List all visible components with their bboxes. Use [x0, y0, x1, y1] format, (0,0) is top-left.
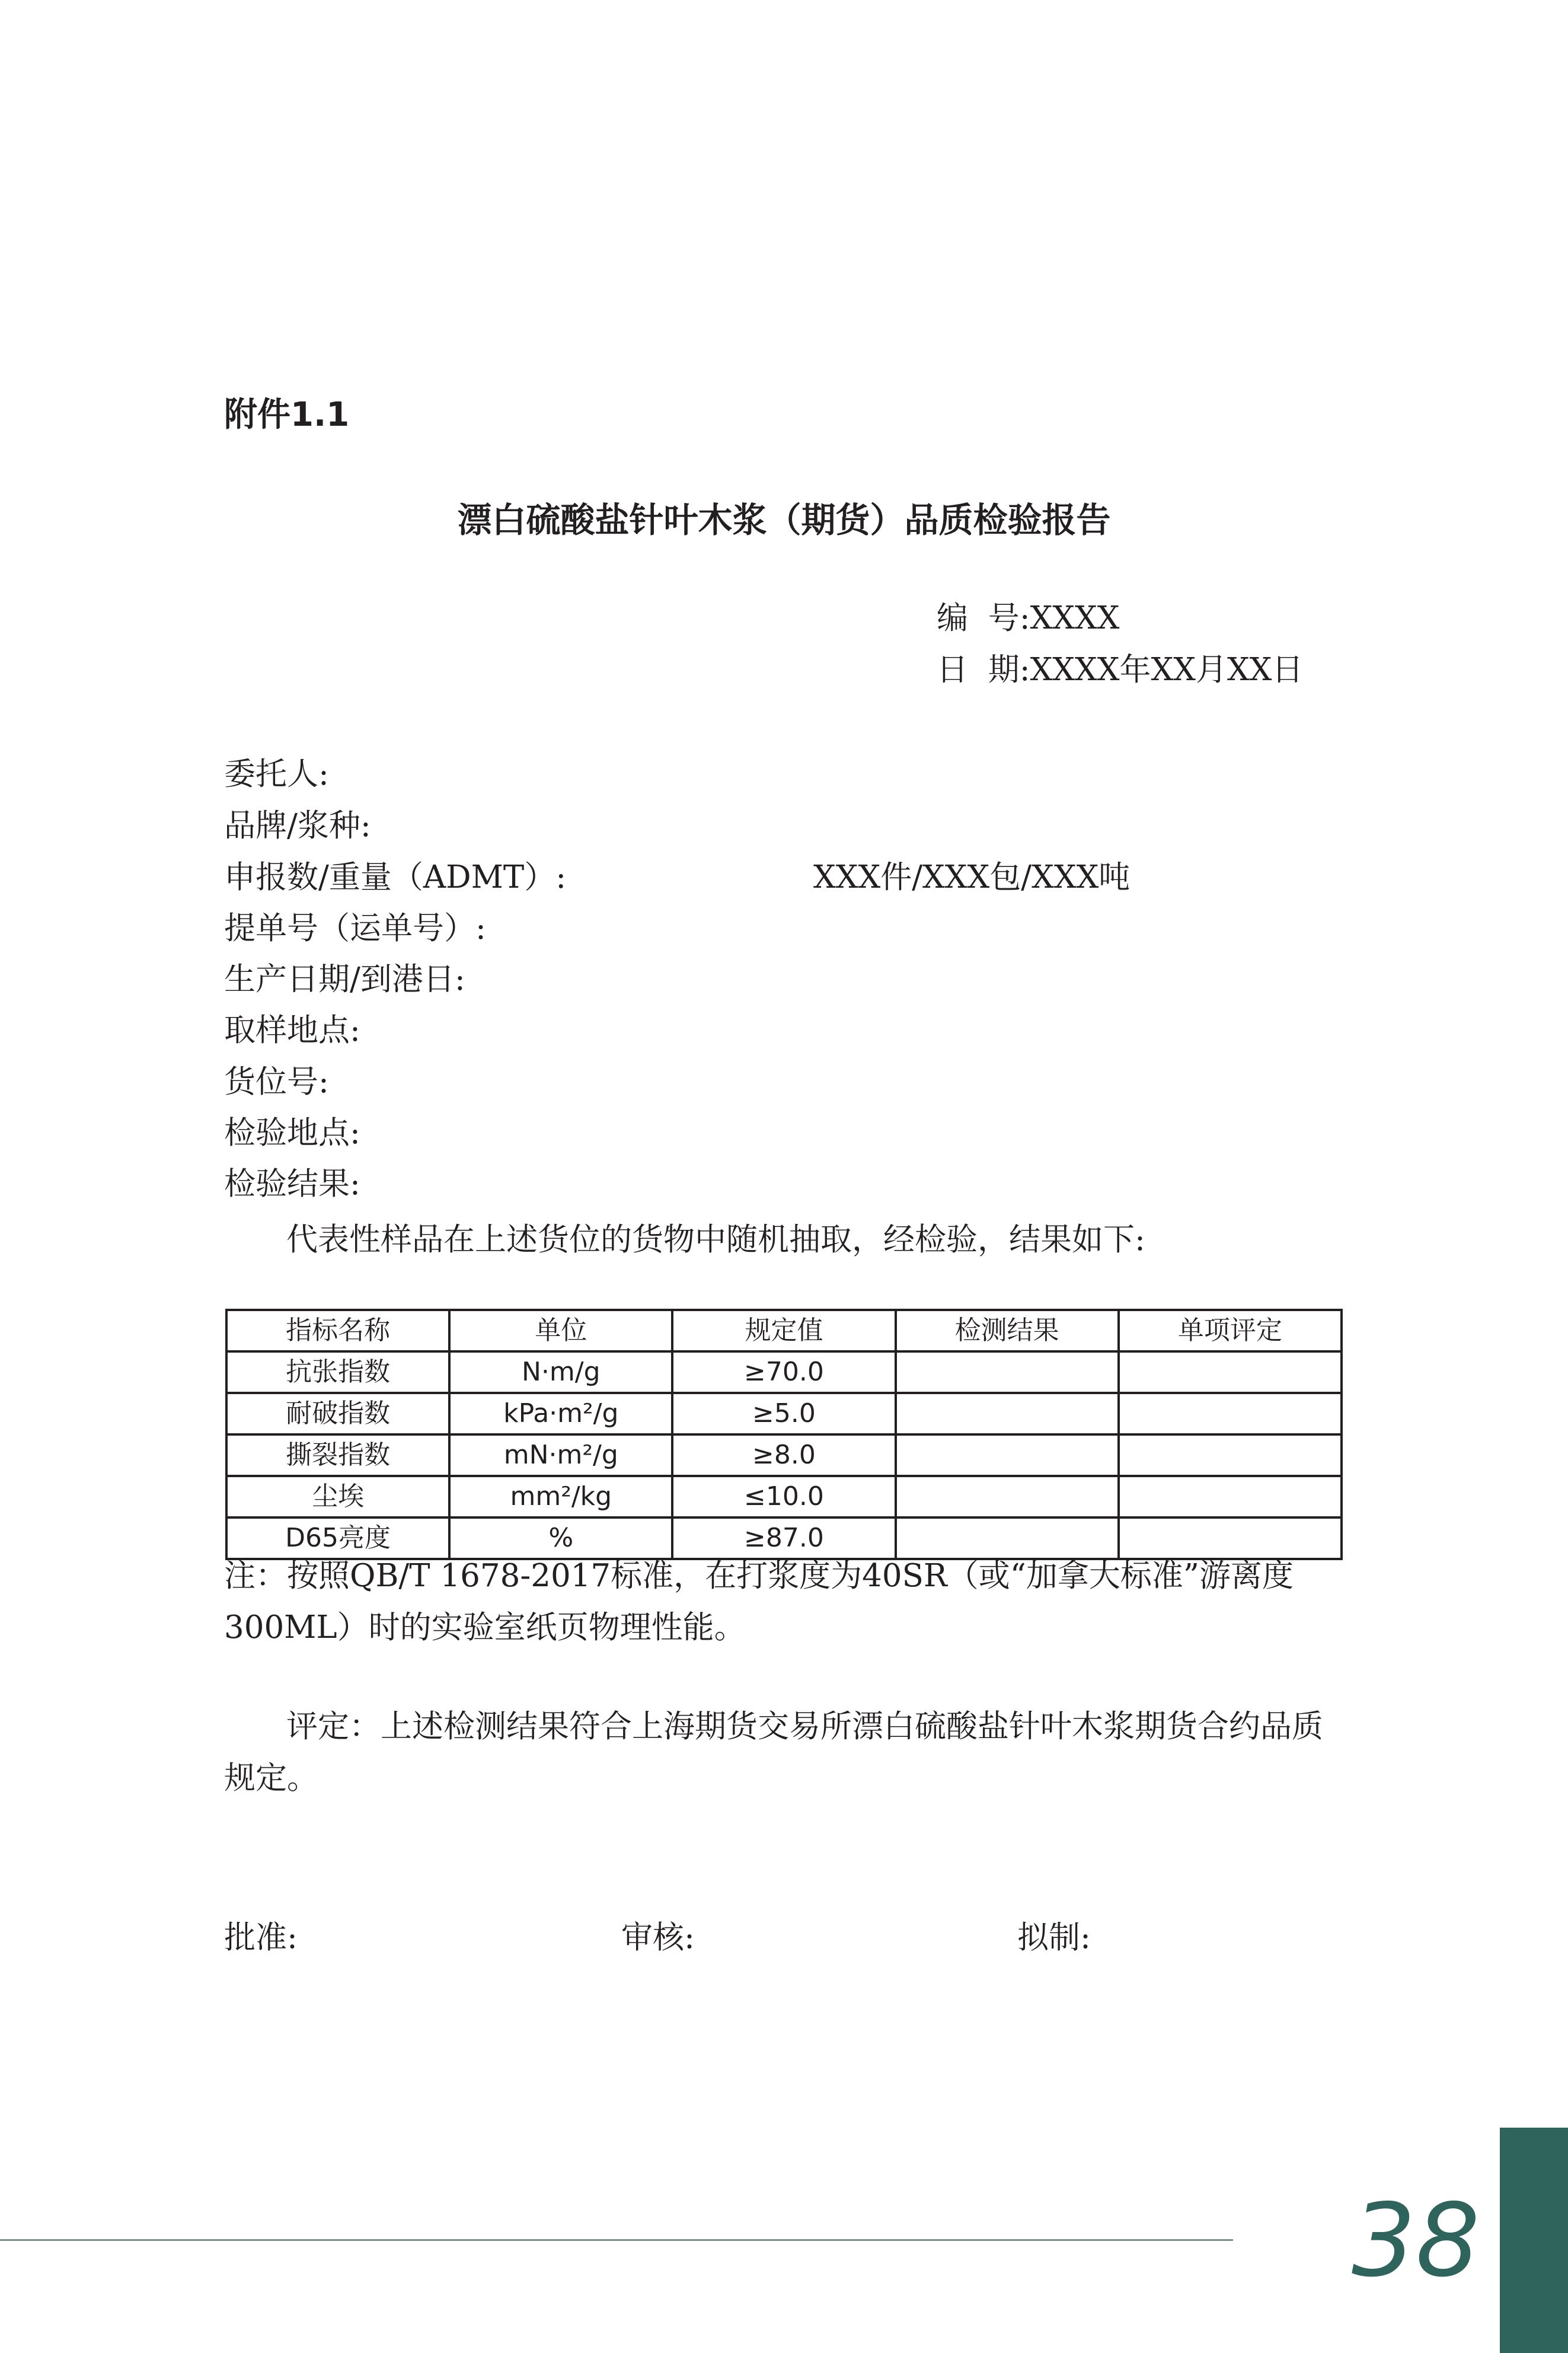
row-name: 撕裂指数: [226, 1434, 449, 1476]
field-production-date: 生产日期/到港日:: [224, 961, 465, 997]
field-sampling-place: 取样地点:: [224, 1012, 360, 1048]
row-unit: mN·m²/g: [449, 1434, 672, 1476]
field-quantity-value: XXX件/XXX包/XXX吨: [813, 859, 1131, 895]
table-row: [226, 1434, 1342, 1476]
row-unit: %: [449, 1517, 672, 1559]
header-spec: 规定值: [672, 1310, 895, 1351]
row-spec: ≥87.0: [672, 1517, 895, 1559]
row-spec: ≤10.0: [672, 1476, 895, 1517]
row-rating: [1119, 1434, 1342, 1476]
footer-divider: [0, 2239, 1233, 2241]
field-quantity-label: 申报数/重量（ADMT）:: [224, 859, 567, 895]
row-name: 耐破指数: [226, 1393, 449, 1434]
signature-approve: 批准:: [224, 1920, 298, 1956]
report-number-value: XXXX: [1030, 600, 1120, 636]
header-indicator: 指标名称: [226, 1310, 449, 1351]
field-inspection-place: 检验地点:: [224, 1115, 360, 1151]
page-number: 38: [1352, 2182, 1480, 2300]
row-rating: [1119, 1476, 1342, 1517]
row-result: [896, 1351, 1119, 1393]
table-row: [226, 1476, 1342, 1517]
page-tab-block: [1500, 2128, 1568, 2353]
row-spec: ≥5.0: [672, 1393, 895, 1434]
row-rating: [1119, 1393, 1342, 1434]
field-location-no: 货位号:: [224, 1064, 329, 1100]
attachment-label: 附件1.1: [224, 396, 350, 434]
field-bill-no: 提单号（运单号）:: [224, 910, 486, 946]
intro-text: 代表性样品在上述货位的货物中随机抽取，经检验，结果如下:: [286, 1222, 1145, 1258]
table-row: [226, 1351, 1342, 1393]
row-spec: ≥8.0: [672, 1434, 895, 1476]
row-name: 尘埃: [226, 1476, 449, 1517]
table-header-row: [226, 1310, 1342, 1351]
row-rating: [1119, 1351, 1342, 1393]
assessment-text: 评定：上述检测结果符合上海期货交易所漂白硫酸盐针叶木浆期货合约品质规定。: [224, 1708, 1323, 1796]
report-date-label: 日 期:: [937, 652, 1030, 688]
table-row: [226, 1393, 1342, 1434]
row-result: [896, 1476, 1119, 1517]
note-text: 注：按照QB/T 1678-2017标准，在打浆度为40SR（或“加拿大标准”游离度300ML）时的实验室纸页物理性能。: [224, 1558, 1294, 1646]
row-result: [896, 1393, 1119, 1434]
report-number-label: 编 号:: [937, 600, 1030, 636]
header-result: 检测结果: [896, 1310, 1119, 1351]
row-unit: N·m/g: [449, 1351, 672, 1393]
row-result: [896, 1434, 1119, 1476]
signature-review: 审核:: [621, 1920, 695, 1956]
signature-draft: 拟制:: [1017, 1920, 1091, 1956]
header-rating: 单项评定: [1119, 1310, 1342, 1351]
field-brand: 品牌/浆种:: [224, 808, 371, 844]
field-client: 委托人:: [224, 756, 329, 792]
row-unit: kPa·m²/g: [449, 1393, 672, 1434]
row-name: 抗张指数: [226, 1351, 449, 1393]
report-date: [937, 645, 1303, 690]
report-number: [937, 593, 1120, 638]
row-unit: mm²/kg: [449, 1476, 672, 1517]
report-title: 漂白硫酸盐针叶木浆（期货）品质检验报告: [457, 500, 1111, 540]
row-name: D65亮度: [226, 1517, 449, 1559]
row-spec: ≥70.0: [672, 1351, 895, 1393]
report-date-value: XXXX年XX月XX日: [1030, 652, 1304, 688]
results-table: [225, 1309, 1343, 1560]
field-inspection-result: 检验结果:: [224, 1166, 360, 1202]
header-unit: 单位: [449, 1310, 672, 1351]
